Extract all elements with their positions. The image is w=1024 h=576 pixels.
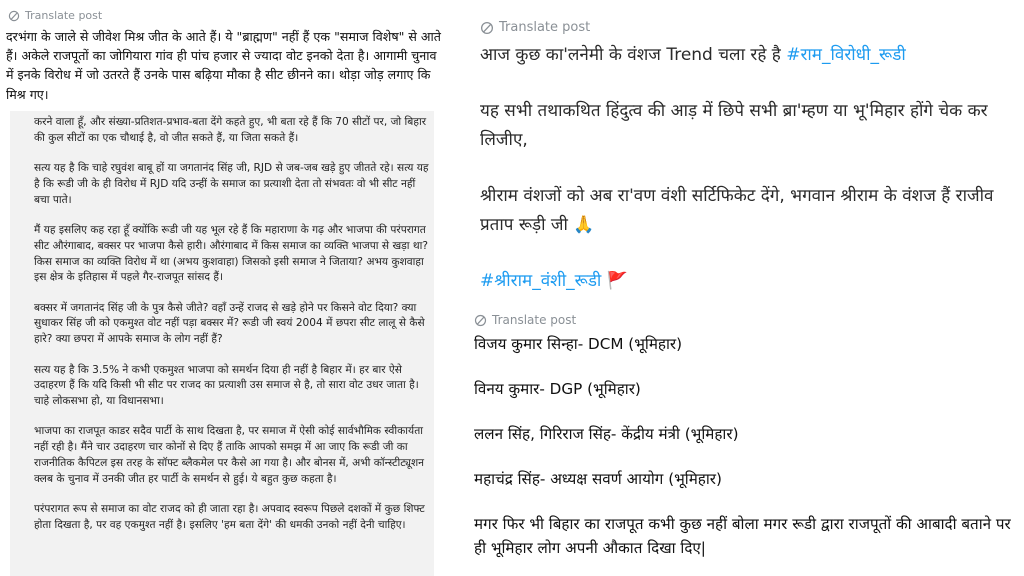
translate-icon — [480, 21, 494, 35]
post-panel-bottom-right — [458, 308, 1024, 576]
post-paragraph: भाजपा का राजपूत काडर सदैव पार्टी के साथ दिखता है, पर समाज में ऐसी कोई सार्वभौमिक स्वीकार्यता नहीं रही है। मैंने चार उदाहरण चार कोनों से दिए हैं ताकि आपको समझ में आ जाए कि रूडी जी का राजनीतिक कैपिटल इस तरह के सॉफ्ट ब्लैकमेल पर कैसे आ गया है। और बोनस में, अभी कॉन्स्टीट्यूशन क्लब के चुनाव में उनकी जीत हर पार्टी के समर्थन से हुई। ये बहुत कुछ कहता है। — [34, 425, 425, 485]
post-paragraph — [480, 267, 1018, 296]
post-body — [480, 41, 1018, 302]
post-panel-top-left — [0, 0, 452, 111]
post-text: श्रीराम वंशजों को अब रा'वण वंशी सर्टिफिकेट देंगे, भगवान श्रीराम के वंशज हैं राजीव प्रताप रूड़ी जी — [480, 186, 994, 235]
post-paragraph — [480, 182, 1018, 240]
folded-hands-emoji: 🙏 — [573, 215, 595, 235]
post-paragraph: मैं यह इसलिए कह रहा हूँ क्योंकि रूडी जी यह भूल रहे हैं कि महाराणा के गढ़ और भाजपा की परंपरागत सीट औरंगाबाद, बक्सर पर भाजपा कैसे हारी। औरंगाबाद में किस समाज का व्यक्ति भाजपा से खड़ा था? किस समाज का व्यक्ति विरोध में था (अभय कुशवाहा) जिसको इसी समाज ने जिताया? अभय कुशवाहा इस क्षेत्र के इतिहास में पहले गैर-राजपूत सांसद हैं। — [34, 223, 429, 284]
post-line: ललन सिंह, गिरिराज सिंह- केंद्रीय मंत्री (भूमिहार) — [474, 425, 739, 443]
post-line: महाचंद्र सिंह- अध्यक्ष सवर्ण आयोग (भूमिहार) — [474, 470, 722, 488]
post-line: विजय कुमार सिन्हा- DCM (भूमिहार) — [474, 335, 683, 353]
translate-post-link[interactable] — [8, 9, 102, 22]
post-body — [474, 332, 1022, 576]
post-panel-top-right — [466, 8, 1022, 302]
post-panel-bottom-left — [10, 111, 434, 576]
translate-post-label: Translate post — [492, 313, 577, 327]
post-paragraph: परंपरागत रूप से समाज का वोट राजद को ही जाता रहा है। अपवाद स्वरूप पिछले दशकों में कुछ शिफ्ट होता दिखता है, पर वह एकमुश्त नहीं है। इसलिए 'हम बता देंगे' की धमकी उनको नहीं देनी चाहिए। — [34, 503, 425, 531]
post-paragraph: सत्य यह है कि 3.5% ने कभी एकमुश्त भाजपा को समर्थन दिया ही नहीं है बिहार में। हर बार ऐसे उदाहरण हैं कि यदि किसी भी सीट पर राजद का प्रत्याशी उस समाज से है, तो सारा वोट उधर जाता है। चाहे लोकसभा हो, या विधानसभा। — [34, 363, 419, 408]
post-text: दरभंगा के जाले से जीवेश मिश्र जीत के आते हैं। ये "ब्राह्मण" नहीं हैं एक "समाज विशेष" से आते हैं। अकेले राजपूतों का जोगियारा गांव ही पांच हजार से ज्यादा वोट इनको देता है। आगामी चुनाव में इनके विरोध में जो उतरते हैं उनके पास बढ़िया मौका है सीट छीनने का। थोड़ा जोड़ लगाए कि मिश्र गए। — [6, 29, 441, 102]
post-paragraph: करने वाला हूँ, और संख्या-प्रतिशत-प्रभाव-बता देंगे कहते हुए, भी बता रहे हैं कि 70 सीटों पर, जो बिहार की कुल सीटों का एक चौथाई है, वो जीत सकते हैं, या जिता सकते हैं। — [34, 116, 427, 144]
post-text: आज कुछ का'लनेमी के वंशज Trend चला रहे है — [480, 45, 781, 65]
translate-icon — [8, 10, 20, 22]
post-line: विनय कुमार- DGP (भूमिहार) — [474, 380, 641, 398]
post-paragraph: बक्सर में जगतानंद सिंह जी के पुत्र कैसे जीते? वहाँ उन्हें राजद से खड़े होने पर किसने वोट दिया? क्या सुधाकर सिंह जी को एकमुश्त वोट नहीं पड़ा बक्सर में? रूडी जी स्वयं 2004 में छपरा सीट लालू से कैसे हारे? क्या छपरा में आपके समाज के लोग नहीं हैं? — [34, 301, 425, 346]
translate-icon — [474, 314, 487, 327]
post-line: मगर फिर भी बिहार का राजपूत कभी कुछ नहीं बोला मगर रूडी द्वारा राजपूतों की आबादी बताने पर ही भूमिहार लोग अपनी औकात दिखा दिए| — [474, 515, 1011, 557]
post-body — [34, 115, 434, 548]
translate-post-label: Translate post — [499, 20, 591, 35]
translate-post-link[interactable] — [480, 20, 590, 35]
post-paragraph: यह सभी तथाकथित हिंदुत्व की आड़ में छिपे सभी ब्रा'म्हण या भू'मिहार होंगे चेक कर लिजीए, — [480, 101, 988, 150]
translate-post-link[interactable] — [474, 313, 576, 327]
hashtag-link[interactable]: #श्रीराम_वंशी_रूडी — [480, 271, 602, 291]
post-paragraph — [480, 41, 1018, 70]
flag-emoji: 🚩 — [606, 271, 628, 291]
hashtag-link[interactable]: #राम_विरोधी_रूडी — [786, 45, 906, 65]
translate-post-label: Translate post — [25, 9, 103, 22]
post-paragraph: सत्य यह है कि चाहे रघुवंश बाबू हों या जगतानंद सिंह जी, RJD से जब-जब खड़े हुए जीतते रहे। सत्य यह है कि रूडी जी के ही विरोध में RJD यदि उन्हीं के समाज का प्रत्याशी देता तो संभवतः वो भी सीट नहीं बचा पाते। — [34, 162, 429, 206]
